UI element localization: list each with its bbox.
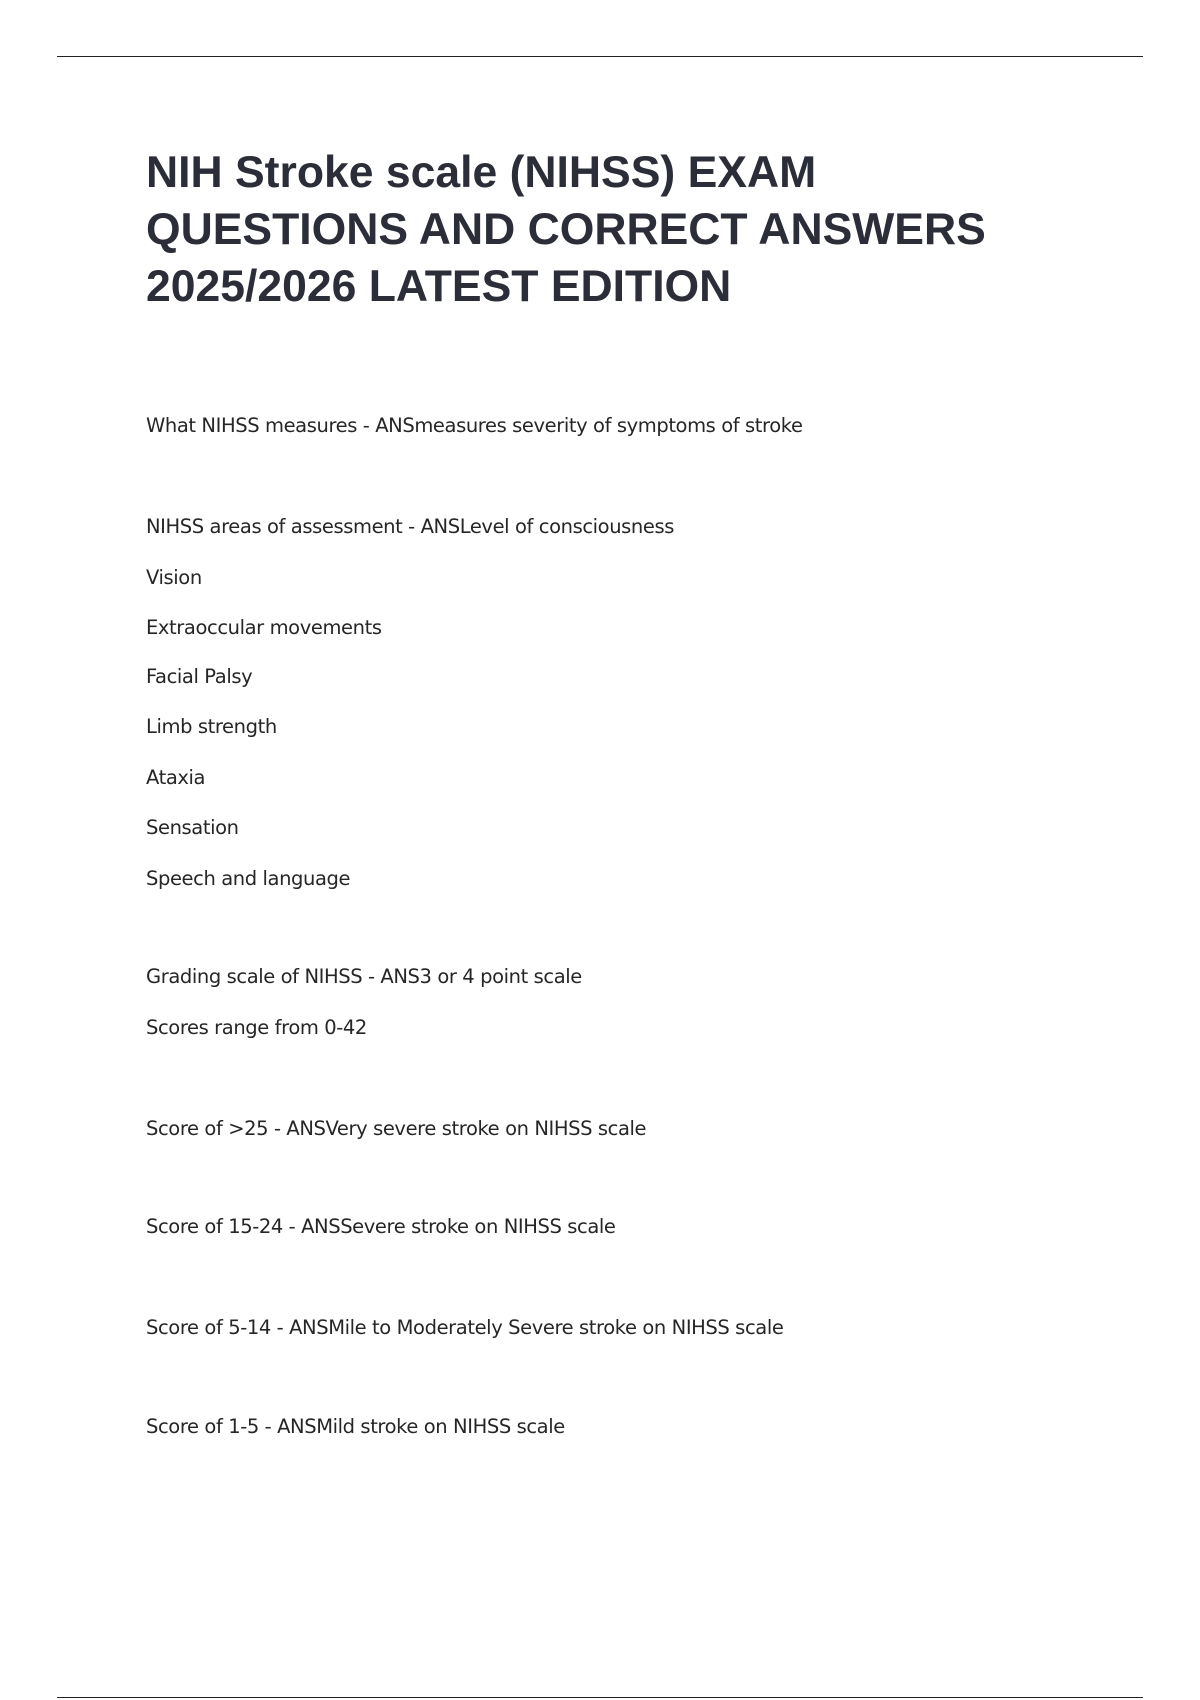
qa-grading-scale: Grading scale of NIHSS - ANS3 or 4 point scale [146, 965, 582, 988]
answer-line-vision: Vision [146, 566, 202, 589]
qa-score-1-5: Score of 1-5 - ANSMild stroke on NIHSS scale [146, 1415, 565, 1438]
answer-line-limb-strength: Limb strength [146, 715, 277, 738]
answer-line-facial-palsy: Facial Palsy [146, 665, 253, 688]
qa-score-5-14: Score of 5-14 - ANSMile to Moderately Severe stroke on NIHSS scale [146, 1316, 784, 1339]
document-title [146, 144, 1146, 315]
answer-line-extraoccular: Extraoccular movements [146, 616, 382, 639]
answer-line-speech: Speech and language [146, 867, 351, 890]
qa-what-nihss-measures: What NIHSS measures - ANSmeasures severity of symptoms of stroke [146, 414, 803, 437]
answer-line-sensation: Sensation [146, 816, 239, 839]
qa-areas-of-assessment: NIHSS areas of assessment - ANSLevel of consciousness [146, 515, 675, 538]
bottom-rule [57, 1697, 1143, 1698]
qa-score-over-25: Score of >25 - ANSVery severe stroke on NIHSS scale [146, 1117, 647, 1140]
title-line-1: NIH Stroke scale (NIHSS) EXAM [146, 148, 817, 197]
title-line-3: 2025/2026 LATEST EDITION [146, 262, 732, 311]
top-rule [57, 56, 1143, 57]
answer-line-score-range: Scores range from 0-42 [146, 1016, 367, 1039]
qa-score-15-24: Score of 15-24 - ANSSevere stroke on NIHSS scale [146, 1215, 616, 1238]
answer-line-ataxia: Ataxia [146, 766, 206, 789]
title-line-2: QUESTIONS AND CORRECT ANSWERS [146, 205, 986, 254]
